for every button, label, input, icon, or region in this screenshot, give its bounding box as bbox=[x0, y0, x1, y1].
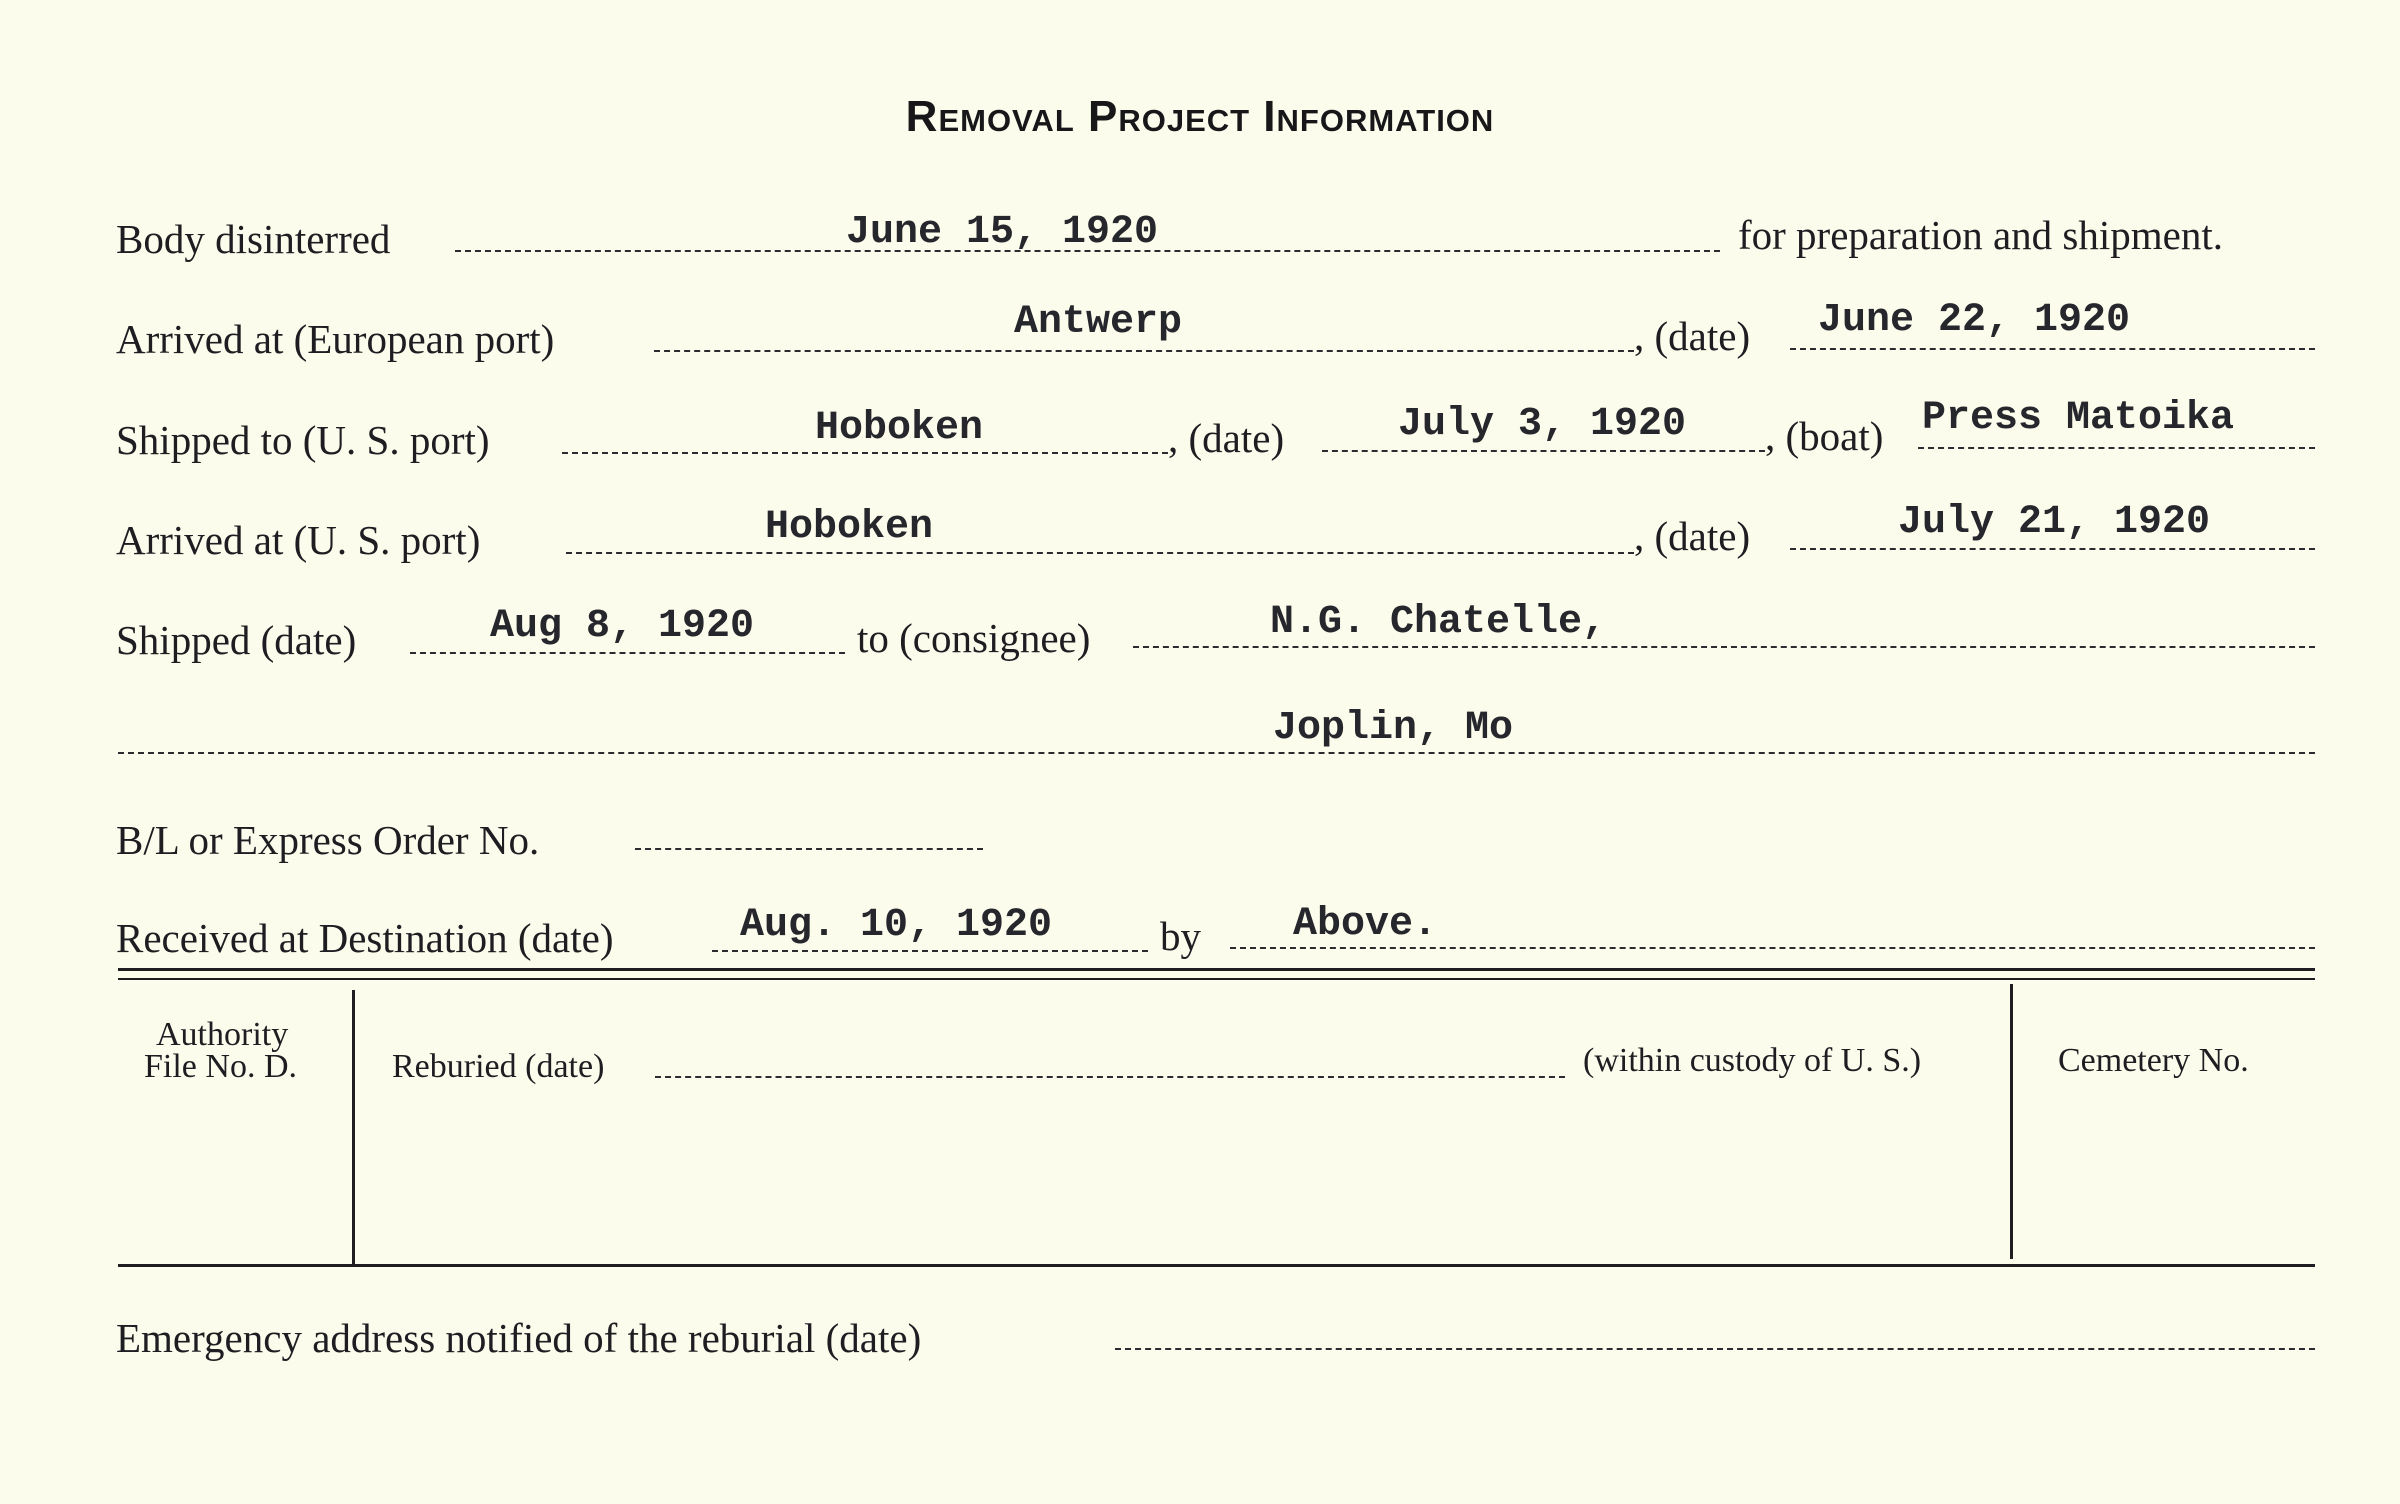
disinterred-value: June 15, 1920 bbox=[846, 210, 1159, 255]
received-date-value: Aug. 10, 1920 bbox=[740, 903, 1053, 948]
shipped-date-label: Shipped (date) bbox=[116, 617, 357, 663]
box-top-rule-second bbox=[118, 978, 2315, 980]
received-by-value: Above. bbox=[1293, 902, 1438, 947]
cemetery-label: Cemetery No. bbox=[2058, 1042, 2249, 1079]
european-date-label: , (date) bbox=[1634, 313, 1751, 359]
shipped-date-line bbox=[410, 652, 845, 654]
arrived-us-label: Arrived at (U. S. port) bbox=[116, 517, 481, 563]
european-port-line bbox=[654, 350, 1634, 352]
consignee-address-line bbox=[118, 752, 2315, 754]
disinterred-label: Body disinterred bbox=[116, 216, 391, 262]
shipped-us-date-line bbox=[1322, 450, 1765, 452]
arrived-us-date-line bbox=[1790, 548, 2315, 550]
boat-label: , (boat) bbox=[1765, 413, 1884, 459]
shipped-date-value: Aug 8, 1920 bbox=[490, 604, 755, 649]
received-by-line bbox=[1230, 947, 2315, 949]
arrived-us-date-label: , (date) bbox=[1634, 513, 1751, 559]
received-label: Received at Destination (date) bbox=[116, 915, 614, 961]
box-left-divider bbox=[352, 990, 355, 1265]
reburied-line bbox=[655, 1076, 1565, 1078]
shipped-us-line bbox=[562, 452, 1168, 454]
consignee-label: to (consignee) bbox=[857, 615, 1091, 661]
card-title: Removal Project Information bbox=[905, 92, 1495, 141]
european-port-label: Arrived at (European port) bbox=[116, 316, 555, 362]
emergency-label: Emergency address notified of the reburial (date) bbox=[116, 1315, 922, 1361]
custody-label: (within custody of U. S.) bbox=[1583, 1042, 1922, 1079]
arrived-us-value: Hoboken bbox=[765, 505, 934, 550]
shipped-us-label: Shipped to (U. S. port) bbox=[116, 417, 490, 463]
bl-line bbox=[635, 848, 983, 850]
bl-label: B/L or Express Order No. bbox=[116, 817, 540, 863]
disinterred-suffix: for preparation and shipment. bbox=[1738, 212, 2224, 258]
consignee-line bbox=[1133, 646, 2315, 648]
european-port-value: Antwerp bbox=[1014, 300, 1183, 345]
consignee-value: N.G. Chatelle, bbox=[1270, 600, 1607, 645]
file-no-label: File No. D. bbox=[144, 1048, 297, 1085]
shipped-us-date-label: , (date) bbox=[1168, 415, 1285, 461]
consignee-address-value: Joplin, Mo bbox=[1273, 706, 1514, 751]
box-right-divider bbox=[2010, 984, 2013, 1259]
received-by-label: by bbox=[1160, 913, 1201, 959]
shipped-us-value: Hoboken bbox=[815, 406, 984, 451]
box-bottom-rule bbox=[118, 1264, 2315, 1267]
reburied-label: Reburied (date) bbox=[392, 1048, 605, 1085]
box-top-rule bbox=[118, 968, 2315, 971]
emergency-line bbox=[1115, 1348, 2315, 1350]
european-date-line bbox=[1790, 348, 2315, 350]
boat-value: Press Matoika bbox=[1922, 396, 2235, 441]
european-date-value: June 22, 1920 bbox=[1818, 298, 2131, 343]
authority-label: Authority bbox=[156, 1016, 289, 1053]
boat-line bbox=[1918, 447, 2315, 449]
shipped-us-date-value: July 3, 1920 bbox=[1398, 402, 1687, 447]
arrived-us-line bbox=[566, 552, 1634, 554]
received-date-line bbox=[712, 950, 1148, 952]
arrived-us-date-value: July 21, 1920 bbox=[1898, 500, 2211, 545]
